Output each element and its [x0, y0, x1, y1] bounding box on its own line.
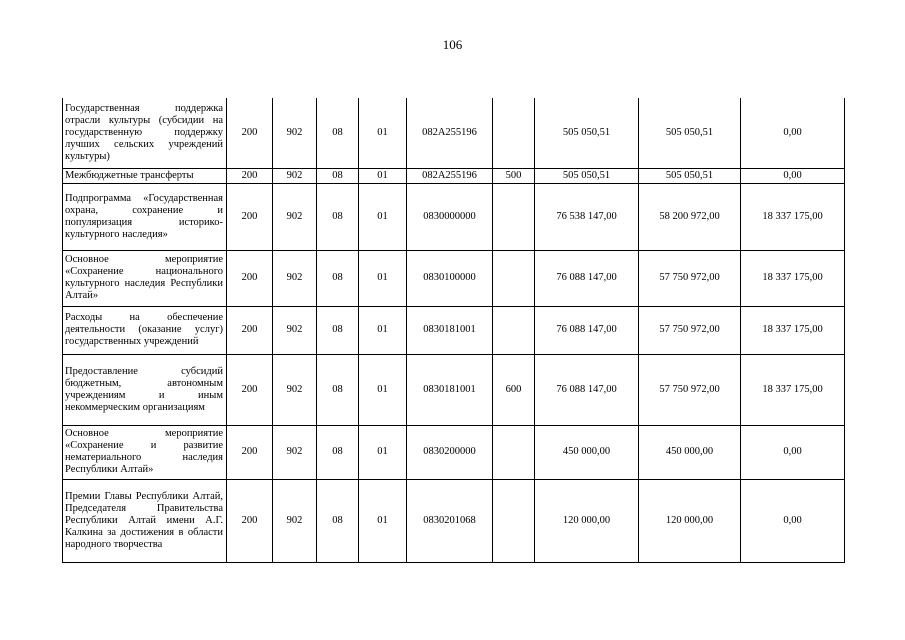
table-row: [63, 306, 845, 354]
row-code-cell: 200: [227, 250, 273, 306]
row-amount-federal-cell: 18 337 175,00: [741, 354, 845, 425]
row-amount-total-cell: 505 050,51: [535, 98, 639, 168]
row-target-code-cell: 0830000000: [407, 183, 493, 250]
row-code-cell: 200: [227, 98, 273, 168]
row-amount-federal-cell: 18 337 175,00: [741, 306, 845, 354]
row-name-cell: Подпрограмма «Государственная охрана, сохранение и популяризация историко-культурного наследия»: [63, 183, 227, 250]
row-section-cell: 08: [317, 354, 359, 425]
row-target-code-cell: 0830181001: [407, 306, 493, 354]
page-number: 106: [442, 37, 463, 52]
row-code-cell: 200: [227, 479, 273, 562]
row-code-cell: 200: [227, 183, 273, 250]
row-section-cell: 08: [317, 479, 359, 562]
row-ministry-cell: 902: [273, 306, 317, 354]
row-amount-total-cell: 76 538 147,00: [535, 183, 639, 250]
row-expense-type-cell: [493, 183, 535, 250]
row-ministry-cell: 902: [273, 479, 317, 562]
row-name-cell: Государственная поддержка отрасли культуры (субсидии на государственную поддержку лучших сельских учреждений культуры): [63, 98, 227, 168]
row-amount-regional-cell: 57 750 972,00: [639, 306, 741, 354]
table-row: [63, 183, 845, 250]
row-amount-federal-cell: 0,00: [741, 168, 845, 183]
row-subsection-cell: 01: [359, 479, 407, 562]
row-subsection-cell: 01: [359, 250, 407, 306]
row-amount-regional-cell: 120 000,00: [639, 479, 741, 562]
table-row: [63, 98, 845, 168]
row-subsection-cell: 01: [359, 183, 407, 250]
row-name-cell: Предоставление субсидий бюджетным, автономным учреждениям и иным некоммерческим организациям: [63, 354, 227, 425]
row-section-cell: 08: [317, 425, 359, 479]
row-amount-federal-cell: 18 337 175,00: [741, 183, 845, 250]
row-name-cell: Основное мероприятие «Сохранение национального культурного наследия Республики Алтай»: [63, 250, 227, 306]
row-amount-total-cell: 505 050,51: [535, 168, 639, 183]
row-amount-federal-cell: 0,00: [741, 98, 845, 168]
row-subsection-cell: 01: [359, 306, 407, 354]
row-subsection-cell: 01: [359, 425, 407, 479]
row-amount-regional-cell: 57 750 972,00: [639, 250, 741, 306]
row-code-cell: 200: [227, 306, 273, 354]
row-section-cell: 08: [317, 168, 359, 183]
row-amount-regional-cell: 505 050,51: [639, 98, 741, 168]
row-amount-total-cell: 76 088 147,00: [535, 306, 639, 354]
row-target-code-cell: 0830200000: [407, 425, 493, 479]
budget-table: [62, 98, 845, 563]
row-ministry-cell: 902: [273, 183, 317, 250]
table-row: [63, 354, 845, 425]
row-amount-total-cell: 450 000,00: [535, 425, 639, 479]
row-ministry-cell: 902: [273, 425, 317, 479]
row-subsection-cell: 01: [359, 98, 407, 168]
row-name-cell: Премии Главы Республики Алтай, Председателя Правительства Республики Алтай имени А.Г. Калкина за достижения в области народного творчества: [63, 479, 227, 562]
row-amount-federal-cell: 0,00: [741, 479, 845, 562]
row-name-cell: Расходы на обеспечение деятельности (оказание услуг) государственных учреждений: [63, 306, 227, 354]
row-code-cell: 200: [227, 425, 273, 479]
row-code-cell: 200: [227, 354, 273, 425]
row-subsection-cell: 01: [359, 354, 407, 425]
row-target-code-cell: 0830201068: [407, 479, 493, 562]
row-ministry-cell: 902: [273, 250, 317, 306]
row-section-cell: 08: [317, 306, 359, 354]
row-amount-federal-cell: 0,00: [741, 425, 845, 479]
row-amount-regional-cell: 505 050,51: [639, 168, 741, 183]
row-amount-regional-cell: 58 200 972,00: [639, 183, 741, 250]
row-amount-total-cell: 120 000,00: [535, 479, 639, 562]
row-expense-type-cell: [493, 306, 535, 354]
row-expense-type-cell: [493, 98, 535, 168]
row-expense-type-cell: [493, 250, 535, 306]
row-ministry-cell: 902: [273, 168, 317, 183]
row-amount-regional-cell: 450 000,00: [639, 425, 741, 479]
row-section-cell: 08: [317, 250, 359, 306]
row-ministry-cell: 902: [273, 354, 317, 425]
table-row: [63, 479, 845, 562]
table-row: [63, 250, 845, 306]
row-expense-type-cell: 600: [493, 354, 535, 425]
row-subsection-cell: 01: [359, 168, 407, 183]
row-expense-type-cell: 500: [493, 168, 535, 183]
row-section-cell: 08: [317, 183, 359, 250]
table-row: [63, 168, 845, 183]
row-expense-type-cell: [493, 479, 535, 562]
row-section-cell: 08: [317, 98, 359, 168]
row-expense-type-cell: [493, 425, 535, 479]
row-amount-total-cell: 76 088 147,00: [535, 354, 639, 425]
row-target-code-cell: 082A255196: [407, 98, 493, 168]
row-amount-regional-cell: 57 750 972,00: [639, 354, 741, 425]
row-amount-federal-cell: 18 337 175,00: [741, 250, 845, 306]
row-code-cell: 200: [227, 168, 273, 183]
row-target-code-cell: 082A255196: [407, 168, 493, 183]
row-target-code-cell: 0830181001: [407, 354, 493, 425]
row-name-cell: Межбюджетные трансферты: [63, 168, 227, 183]
row-target-code-cell: 0830100000: [407, 250, 493, 306]
row-name-cell: Основное мероприятие «Сохранение и развитие нематериального наследия Республики Алтай»: [63, 425, 227, 479]
table-row: [63, 425, 845, 479]
row-amount-total-cell: 76 088 147,00: [535, 250, 639, 306]
row-ministry-cell: 902: [273, 98, 317, 168]
